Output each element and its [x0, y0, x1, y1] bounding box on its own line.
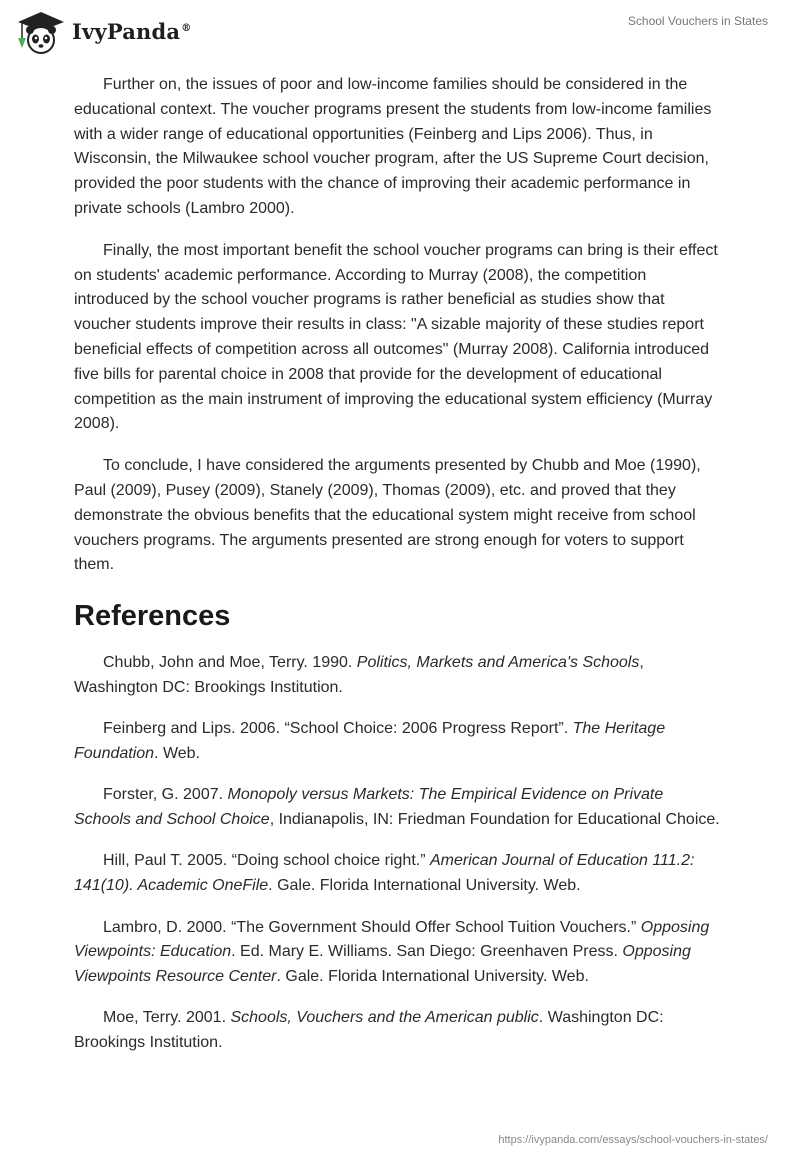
essay-content	[74, 73, 724, 1073]
reference-item: Hill, Paul T. 2005. “Doing school choice right.” American Journal of Education 111.2: 141(10). Academic OneFile. Gale. Florida International University. Web.	[74, 852, 695, 895]
panda-graduate-icon	[14, 8, 66, 54]
ivypanda-logo[interactable]	[14, 8, 191, 54]
body-paragraph: To conclude, I have considered the arguments presented by Chubb and Moe (1990), Paul (2009), Pusey (2009), Stanely (2009), Thomas (2009), etc. and proved that they demonstrate the obvious benefits that the educational system might receive from school vouchers programs. The arguments presented are strong enough for voters to support them.	[74, 457, 701, 574]
page-header	[0, 0, 800, 64]
body-paragraph: Further on, the issues of poor and low-income families should be considered in the educational context. The voucher programs present the students from low-income families with a wider range of educational opportunities (Feinberg and Lips 2006). Thus, in Wisconsin, the Milwaukee school voucher program, after the US Supreme Court decision, provided the poor students with the chance of improving their academic performance in private schools (Lambro 2000).	[74, 76, 712, 217]
reference-item: Forster, G. 2007. Monopoly versus Markets: The Empirical Evidence on Private Schools and School Choice, Indianapolis, IN: Friedman Foundation for Educational Choice.	[74, 786, 720, 829]
reference-item: Chubb, John and Moe, Terry. 1990. Politics, Markets and America's Schools, Washington DC: Brookings Institution.	[74, 654, 644, 696]
source-url-link[interactable]: https://ivypanda.com/essays/school-vouchers-in-states/	[498, 1134, 768, 1146]
logo-wordmark: IvyPanda®	[72, 18, 192, 44]
references-heading: References	[74, 600, 231, 633]
body-paragraph: Finally, the most important benefit the school voucher programs can bring is their effect on students' academic performance. According to Murray (2008), the competition introduced by the school voucher programs is rather beneficial as studies show that voucher students improve their results in class: "A sizable majority of these studies report beneficial effects of competition across all outcomes" (Murray 2008). California introduced five bills for parental choice in 2008 that provide for the development of educational competition as the main instrument of improving the educational system efficiency (Murray 2008).	[74, 241, 718, 433]
reference-item: Moe, Terry. 2001. Schools, Vouchers and the American public. Washington DC: Brookings Institution.	[74, 1009, 664, 1052]
reference-item: Lambro, D. 2000. “The Government Should Offer School Tuition Vouchers.” Opposing Viewpoints: Education. Ed. Mary E. Williams. San Diego: Greenhaven Press. Opposing Viewpoints Resource Center. Gale. Florida International University. Web.	[74, 918, 710, 986]
reference-item: Feinberg and Lips. 2006. “School Choice: 2006 Progress Report”. The Heritage Foundation. Web.	[74, 720, 666, 763]
document-title: School Vouchers in States	[627, 14, 768, 28]
